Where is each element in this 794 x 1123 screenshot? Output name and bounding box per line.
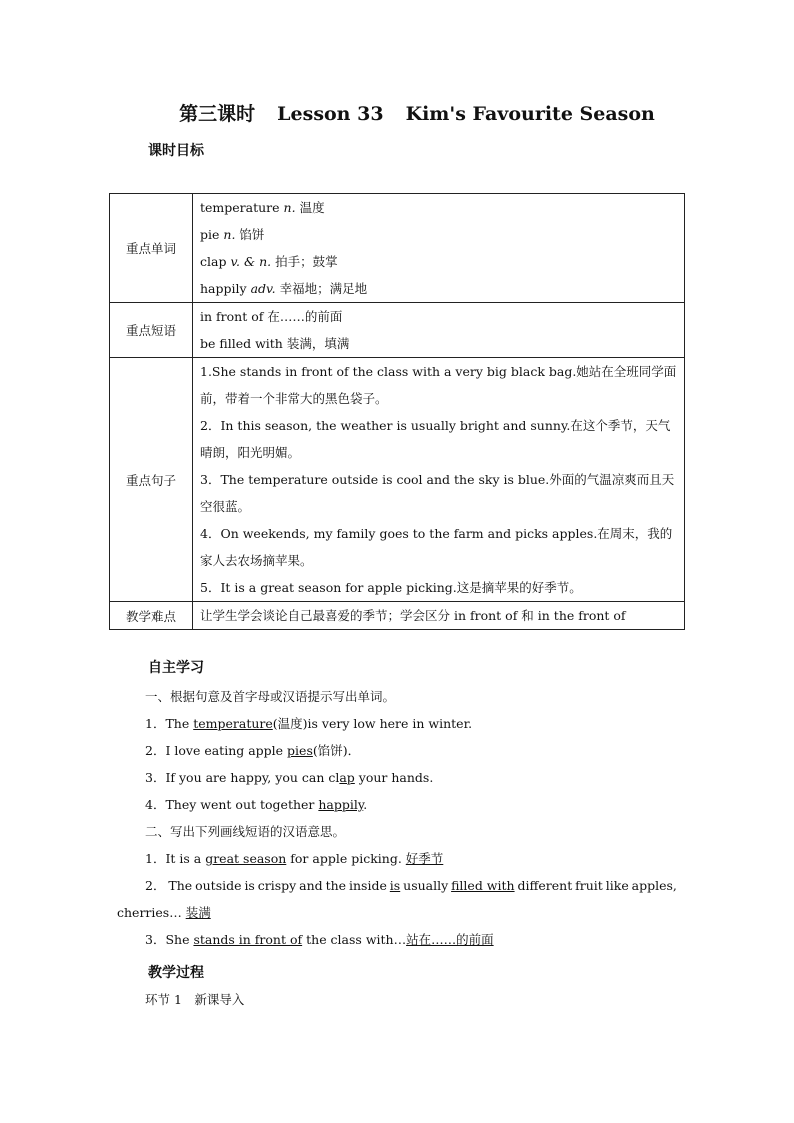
- phrase-item: be filled with 装满，填满: [200, 336, 350, 351]
- answer-blank: 站在……的前面: [406, 932, 494, 947]
- underlined-phrase: great season: [205, 851, 287, 866]
- part2-instruction: 二、写出下列画线短语的汉语意思。: [145, 824, 346, 839]
- answer-blank: 好季节: [405, 851, 444, 866]
- word-token: filled with: [451, 878, 515, 893]
- word-token: The: [168, 878, 193, 893]
- process-step: 环节 1 新课导入: [145, 992, 245, 1007]
- exercise-item: 4．They went out together happily.: [145, 797, 368, 812]
- word-item: happily adv. 幸福地；满足地: [200, 281, 368, 296]
- goals-table: [109, 193, 685, 630]
- sentence-item: 1.She stands in front of the class with a very big black bag.她站在全班同学面前，带着一个非常大的黑色袋子。: [200, 364, 677, 406]
- label-teaching-difficulty: 教学难点: [110, 602, 193, 630]
- answer-blank: pies: [287, 743, 313, 758]
- label-key-sentences: 重点句子: [110, 358, 193, 602]
- exercise-item-continuation: cherries… 装满: [117, 905, 211, 920]
- answer-blank: temperature: [193, 716, 273, 731]
- sentence-item: 5．It is a great season for apple picking.这是摘苹果的好季节。: [200, 580, 582, 595]
- self-study-heading: 自主学习: [148, 660, 204, 676]
- exercise-item: 2．I love eating apple pies(馅饼)．: [145, 743, 361, 758]
- exercise-item: 3．She stands in front of the class with…站在……的前面: [145, 932, 494, 947]
- item-number: 2．: [145, 878, 166, 893]
- answer-blank: 装满: [185, 905, 211, 920]
- difficulty-cell: [193, 602, 685, 630]
- phrase-item: in front of 在……的前面: [200, 309, 343, 324]
- sentence-item: 3．The temperature outside is cool and the sky is blue.外面的气温凉爽而且天空很蓝。: [200, 472, 675, 514]
- table-row-phrases: [110, 303, 685, 358]
- word-token: crispy: [257, 878, 297, 893]
- word-item: temperature n. 温度: [200, 200, 325, 215]
- word-token: inside: [349, 878, 387, 893]
- word-token: is: [389, 878, 401, 893]
- title-chinese: 第三课时: [179, 103, 256, 125]
- table-row-sentences: [110, 358, 685, 602]
- title-english: Lesson 33: [277, 103, 384, 125]
- key-sentences-cell: [193, 358, 685, 602]
- word-item: pie n. 馅饼: [200, 227, 265, 242]
- table-row-difficulty: [110, 602, 685, 630]
- word-token: like: [605, 878, 629, 893]
- exercise-item: 1．It is a great season for apple picking. 好季节: [145, 851, 444, 866]
- key-words-cell: [193, 194, 685, 303]
- exercise-item-justified: [117, 872, 677, 899]
- difficulty-text: 让学生学会谈论自己最喜爱的季节；学会区分 in front of 和 in the front of: [200, 608, 626, 623]
- key-phrases-cell: [193, 303, 685, 358]
- word-item: clap v. & n. 拍手；鼓掌: [200, 254, 338, 269]
- word-token: and: [299, 878, 323, 893]
- underlined-phrase: stands in front of: [193, 932, 303, 947]
- word-token: is: [244, 878, 255, 893]
- process-heading: 教学过程: [148, 965, 204, 981]
- answer-blank: ap: [339, 770, 355, 785]
- page-title: [0, 99, 794, 126]
- word-token: different: [517, 878, 573, 893]
- goals-heading: 课时目标: [148, 143, 204, 159]
- exercise-item: 1．The temperature(温度)is very low here in winter.: [145, 716, 473, 731]
- word-token: outside: [195, 878, 242, 893]
- word-token: the: [325, 878, 347, 893]
- label-key-phrases: 重点短语: [110, 303, 193, 358]
- self-study-body: [117, 683, 677, 953]
- sentence-item: 4．On weekends, my family goes to the farm and picks apples.在周末，我的家人去农场摘苹果。: [200, 526, 673, 568]
- answer-blank: happily: [318, 797, 364, 812]
- word-token: apples,: [631, 878, 677, 893]
- table-row-words: [110, 194, 685, 303]
- title-lesson-name: Kim's Favourite Season: [405, 103, 655, 125]
- sentence-item: 2．In this season, the weather is usually bright and sunny.在这个季节，天气晴朗，阳光明媚。: [200, 418, 671, 460]
- label-key-words: 重点单词: [110, 194, 193, 303]
- part1-instruction: 一、根据句意及首字母或汉语提示写出单词。: [145, 689, 396, 704]
- word-token: usually: [403, 878, 449, 893]
- exercise-item: 3．If you are happy, you can clap your hands.: [145, 770, 434, 785]
- word-token: fruit: [575, 878, 603, 893]
